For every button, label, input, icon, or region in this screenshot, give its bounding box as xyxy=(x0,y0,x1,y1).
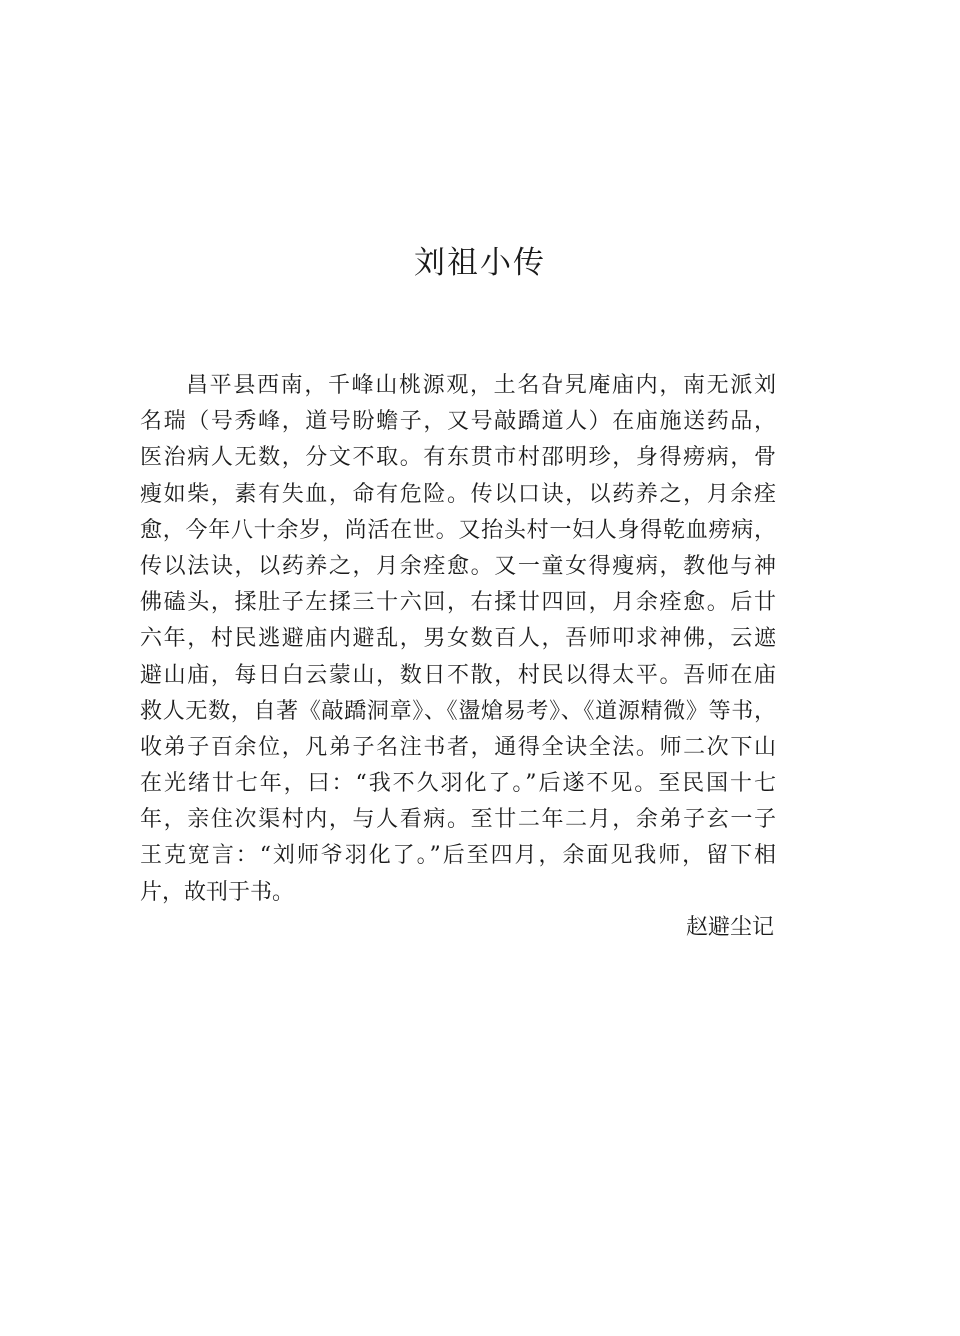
text-line: 避山庙，每日白云蒙山，数日不散，村民以得太平。吾师在庙 xyxy=(140,662,776,688)
body-paragraph xyxy=(140,368,776,911)
text-line: 佛磕头，揉肚子左揉三十六回，右揉廿四回，月余痊愈。后廿 xyxy=(140,590,776,616)
text-line: 收弟子百余位，凡弟子名注书者，通得全诀全法。师二次下山 xyxy=(140,734,776,760)
text-line: 年，亲住次渠村内，与人看病。至廿二年二月，余弟子玄一子 xyxy=(140,807,776,833)
text-line: 救人无数，自著《敲蹻洞章》、《盪熗易考》、《道源精微》等书， xyxy=(140,698,776,724)
text-line: 昌平县西南，千峰山桃源观，土名旮旯庵庙内，南无派刘 xyxy=(186,373,776,398)
text-line: 片，故刊于书。 xyxy=(140,879,295,905)
text-line: 医治病人无数，分文不取。有东贯市村邵明珍，身得痨病，骨 xyxy=(140,445,776,471)
text-line: 传以法诀，以药养之，月余痊愈。又一童女得瘦病，教他与神 xyxy=(140,553,776,579)
text-line: 在光绪廿七年，曰：“我不久羽化了。”后遂不见。至民国十七 xyxy=(140,771,776,797)
page-title: 刘祖小传 xyxy=(414,245,546,281)
text-line: 六年，村民逃避庙内避乱，男女数百人，吾师叩求神佛，云遮 xyxy=(140,626,776,652)
text-line: 愈，今年八十余岁，尚活在世。又抬头村一妇人身得乾血痨病， xyxy=(140,517,776,543)
author-signature: 赵避尘记 xyxy=(685,915,774,940)
text-line: 名瑞（号秀峰，道号盼蟾子，又号敲蹻道人）在庙施送药品， xyxy=(140,409,776,435)
text-line: 王克宽言：“刘师爷羽化了。”后至四月，余面见我师，留下相 xyxy=(140,843,776,869)
text-line: 瘦如柴，素有失血，命有危险。传以口诀，以药养之，月余痊 xyxy=(140,481,776,507)
